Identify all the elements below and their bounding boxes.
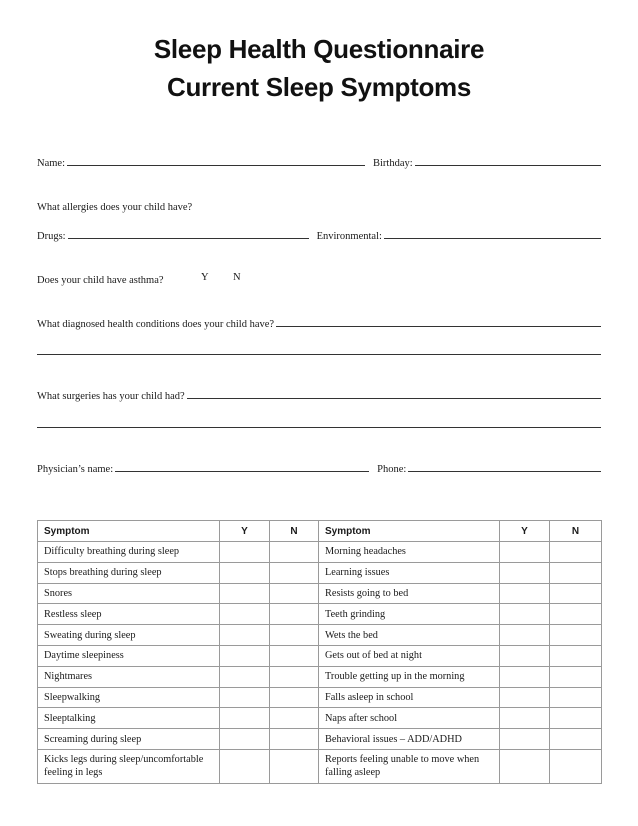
symptom-left: Stops breathing during sleep (38, 562, 220, 583)
conditions-field[interactable] (276, 326, 601, 327)
symptom-left: Kicks legs during sleep/uncomfortable feeling in legs (38, 749, 220, 783)
allergies-question: What allergies does your child have? (37, 202, 193, 213)
yes-cell-left[interactable] (220, 708, 270, 729)
asthma-no-option[interactable]: N (233, 272, 241, 283)
phone-field[interactable] (408, 471, 601, 472)
no-cell-right[interactable] (550, 687, 602, 708)
yes-header-right: Y (500, 521, 550, 542)
drugs-label: Drugs: (37, 231, 66, 242)
table-row (38, 666, 602, 687)
symptom-right: Teeth grinding (319, 604, 500, 625)
symptom-left: Daytime sleepiness (38, 645, 220, 666)
physician-phone-row (37, 459, 601, 475)
surgeries-question: What surgeries has your child had? (37, 391, 185, 402)
symptoms-table (37, 520, 602, 784)
yes-cell-right[interactable] (500, 645, 550, 666)
environmental-field[interactable] (384, 238, 601, 239)
birthday-field[interactable] (415, 165, 601, 166)
symptom-right: Morning headaches (319, 542, 500, 563)
conditions-row (37, 314, 601, 330)
page-title: Sleep Health Questionnaire (153, 34, 485, 64)
table-row (38, 625, 602, 646)
table-row (38, 583, 602, 604)
asthma-row (37, 270, 601, 286)
symptom-right: Resists going to bed (319, 583, 500, 604)
no-cell-left[interactable] (270, 666, 319, 687)
yes-cell-right[interactable] (500, 749, 550, 783)
surgeries-field[interactable] (187, 398, 601, 399)
no-cell-left[interactable] (270, 625, 319, 646)
table-row (38, 562, 602, 583)
symptom-right: Behavioral issues – ADD/ADHD (319, 729, 500, 750)
yes-cell-right[interactable] (500, 583, 550, 604)
allergies-row (37, 197, 601, 213)
yes-cell-right[interactable] (500, 708, 550, 729)
yes-cell-right[interactable] (500, 562, 550, 583)
no-cell-right[interactable] (550, 708, 602, 729)
yes-cell-right[interactable] (500, 729, 550, 750)
yes-cell-left[interactable] (220, 604, 270, 625)
physician-label: Physician’s name: (37, 464, 114, 475)
no-cell-left[interactable] (270, 645, 319, 666)
conditions-question: What diagnosed health conditions does your child have? (37, 319, 275, 330)
table-row (38, 749, 602, 783)
symptom-header-left: Symptom (38, 521, 220, 542)
no-cell-right[interactable] (550, 625, 602, 646)
environmental-label: Environmental: (316, 231, 382, 242)
name-birthday-row (37, 153, 601, 169)
page-subtitle: Current Sleep Symptoms (166, 72, 472, 102)
no-cell-right[interactable] (550, 604, 602, 625)
yes-cell-right[interactable] (500, 687, 550, 708)
symptom-left: Sleeptalking (38, 708, 220, 729)
table-row (38, 604, 602, 625)
table-row (38, 645, 602, 666)
symptom-right: Gets out of bed at night (319, 645, 500, 666)
symptom-right: Naps after school (319, 708, 500, 729)
no-cell-left[interactable] (270, 687, 319, 708)
no-cell-left[interactable] (270, 604, 319, 625)
yes-cell-right[interactable] (500, 542, 550, 563)
yes-cell-right[interactable] (500, 625, 550, 646)
surgeries-field-line-2[interactable] (37, 427, 601, 428)
symptom-left: Nightmares (38, 666, 220, 687)
symptom-right: Wets the bed (319, 625, 500, 646)
no-cell-right[interactable] (550, 645, 602, 666)
no-cell-right[interactable] (550, 562, 602, 583)
yes-cell-right[interactable] (500, 666, 550, 687)
no-cell-left[interactable] (270, 583, 319, 604)
yes-cell-right[interactable] (500, 604, 550, 625)
yes-cell-left[interactable] (220, 666, 270, 687)
no-cell-left[interactable] (270, 562, 319, 583)
table-row (38, 708, 602, 729)
symptom-right: Learning issues (319, 562, 500, 583)
no-cell-right[interactable] (550, 542, 602, 563)
phone-label: Phone: (377, 464, 407, 475)
physician-field[interactable] (115, 471, 369, 472)
yes-cell-left[interactable] (220, 625, 270, 646)
name-label: Name: (37, 158, 65, 169)
symptom-header-right: Symptom (319, 521, 500, 542)
yes-cell-left[interactable] (220, 729, 270, 750)
conditions-field-line-2[interactable] (37, 354, 601, 355)
no-header-right: N (550, 521, 602, 542)
symptom-right: Reports feeling unable to move when falling asleep (319, 749, 500, 783)
asthma-question: Does your child have asthma? (37, 275, 164, 286)
table-row (38, 542, 602, 563)
table-row (38, 729, 602, 750)
no-cell-left[interactable] (270, 749, 319, 783)
symptom-right: Falls asleep in school (319, 687, 500, 708)
birthday-label: Birthday: (373, 158, 413, 169)
symptom-left: Screaming during sleep (38, 729, 220, 750)
asthma-yes-option[interactable]: Y (201, 272, 209, 283)
surgeries-row (37, 386, 601, 402)
yes-cell-left[interactable] (220, 645, 270, 666)
table-header-row (38, 521, 602, 542)
symptom-left: Difficulty breathing during sleep (38, 542, 220, 563)
no-cell-right[interactable] (550, 729, 602, 750)
name-field[interactable] (67, 165, 365, 166)
yes-cell-left[interactable] (220, 749, 270, 783)
no-cell-left[interactable] (270, 708, 319, 729)
yes-cell-left[interactable] (220, 542, 270, 563)
symptom-left: Snores (38, 583, 220, 604)
table-row (38, 687, 602, 708)
symptom-left: Sweating during sleep (38, 625, 220, 646)
yes-cell-left[interactable] (220, 562, 270, 583)
no-cell-left[interactable] (270, 729, 319, 750)
symptom-left: Restless sleep (38, 604, 220, 625)
no-cell-right[interactable] (550, 583, 602, 604)
yes-cell-left[interactable] (220, 583, 270, 604)
drugs-field[interactable] (68, 238, 309, 239)
no-cell-left[interactable] (270, 542, 319, 563)
yes-header-left: Y (220, 521, 270, 542)
symptom-left: Sleepwalking (38, 687, 220, 708)
drugs-environmental-row (37, 226, 601, 242)
symptom-right: Trouble getting up in the morning (319, 666, 500, 687)
no-header-left: N (270, 521, 319, 542)
no-cell-right[interactable] (550, 749, 602, 783)
no-cell-right[interactable] (550, 666, 602, 687)
yes-cell-left[interactable] (220, 687, 270, 708)
